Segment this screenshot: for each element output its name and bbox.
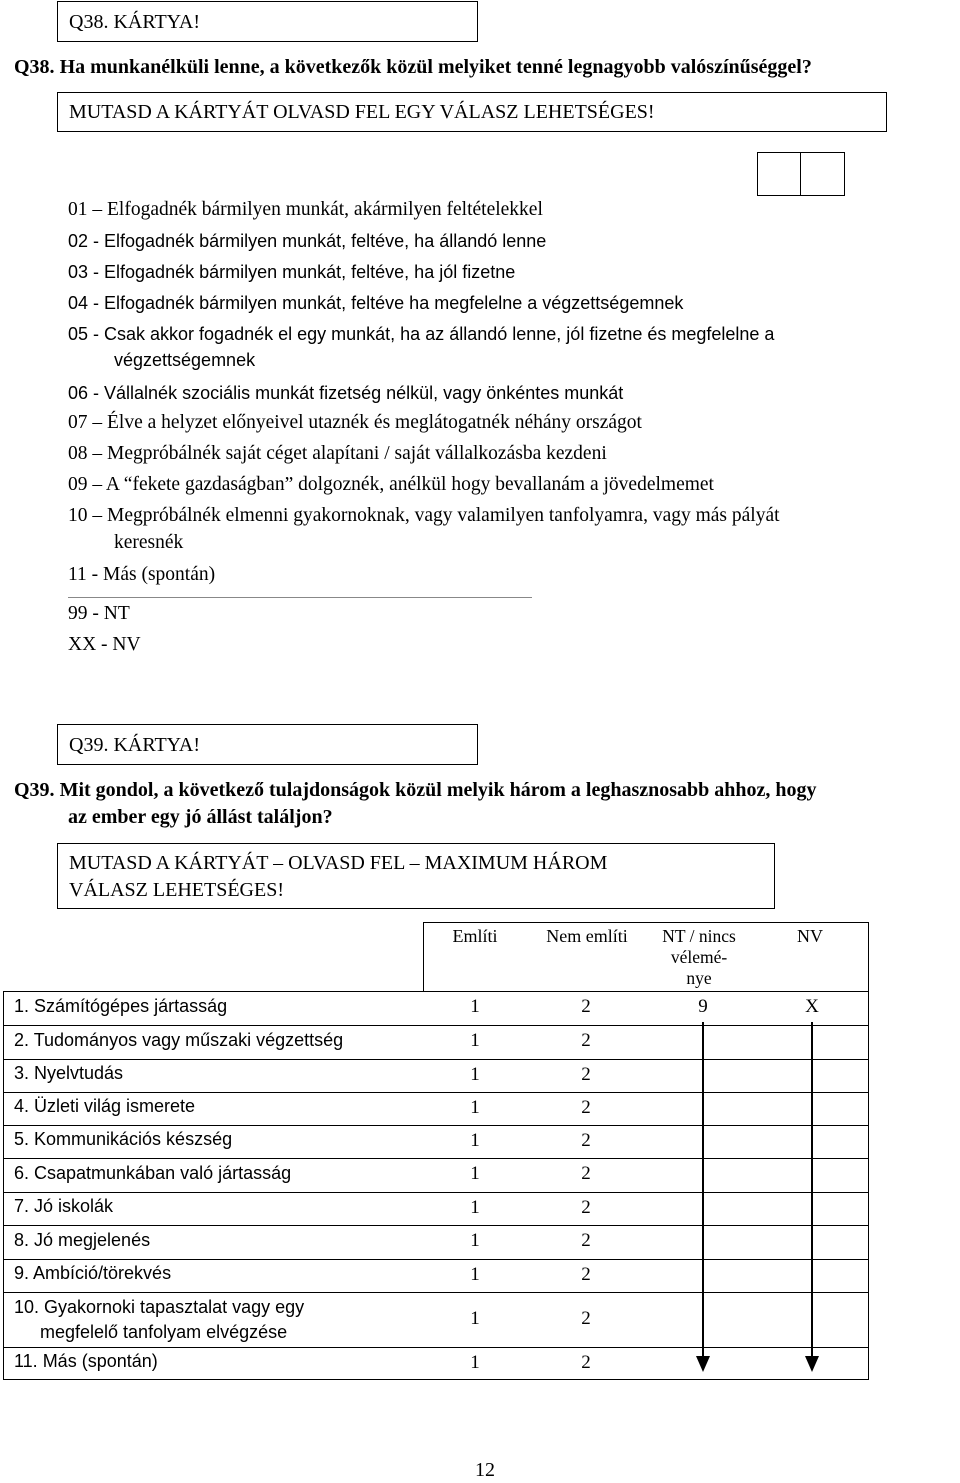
q38-option-05-cont: végzettségemnek (114, 350, 256, 370)
page-number: 12 (475, 1459, 495, 1481)
nt-column-arrow-shaft (702, 1022, 704, 1360)
row-6-code-1[interactable]: 1 (470, 1163, 480, 1184)
row-divider (3, 1158, 869, 1159)
row-7-code-1[interactable]: 1 (470, 1197, 480, 1218)
q38-separator (68, 597, 532, 598)
row-9-code-2[interactable]: 2 (581, 1264, 591, 1285)
row-4-code-2[interactable]: 2 (581, 1097, 591, 1118)
table-header-bottom-border (3, 991, 869, 992)
q39-card-label: Q39. KÁRTYA! (69, 734, 201, 756)
q39-instruction-line1: MUTASD A KÁRTYÁT – OLVASD FEL – MAXIMUM HÁROM (69, 852, 608, 874)
row-label-10-cont: megfelelő tanfolyam elvégzése (40, 1322, 288, 1342)
row-2-code-2[interactable]: 2 (581, 1030, 591, 1051)
q38-option-11: 11 - Más (spontán) (68, 564, 216, 585)
row-label-11: 11. Más (spontán) (14, 1351, 158, 1371)
q38-option-10-cont: keresnék (114, 532, 184, 553)
q38-question (14, 56, 812, 79)
q38-card-label-box (57, 1, 478, 42)
row-1-code-2[interactable]: 2 (581, 996, 591, 1017)
row-9-code-1[interactable]: 1 (470, 1264, 480, 1285)
row-5-code-1[interactable]: 1 (470, 1130, 480, 1151)
q38-option-10: 10 – Megpróbálnék elmenni gyakornoknak, vagy valamilyen tanfolyamra, vagy más pályát (68, 505, 780, 526)
row-11-code-2[interactable]: 2 (581, 1352, 591, 1373)
header-emliti: Említi (452, 926, 498, 946)
q39-card-label-box (57, 724, 478, 765)
nt-column-arrow-down-icon (696, 1356, 710, 1372)
table-left-border (3, 991, 4, 1380)
q39-question-text-line1: Mit gondol, a következő tulajdonságok közül melyik három a leghasznosabb ahhoz, hogy (59, 779, 817, 801)
row-label-6: 6. Csapatmunkában való jártasság (14, 1163, 292, 1183)
row-divider (3, 1192, 869, 1193)
table-top-border (423, 922, 869, 923)
q39-question-line2: az ember egy jó állást találjon? (68, 806, 333, 828)
row-divider (3, 1292, 869, 1293)
q38-option-06: 06 - Vállalnék szociális munkát fizetség nélkül, vagy önkéntes munkát (68, 383, 624, 403)
row-2-code-1[interactable]: 1 (470, 1030, 480, 1051)
q38-option-03: 03 - Elfogadnék bármilyen munkát, feltéve, ha jól fizetne (68, 262, 516, 282)
q39-question-number: Q39. (14, 779, 55, 801)
row-1-code-1[interactable]: 1 (470, 996, 480, 1017)
header-nv: NV (797, 926, 823, 946)
q38-option-07: 07 – Élve a helyzet előnyeivel utaznék és meglátogatnék néhány országot (68, 412, 642, 433)
q39-instruction-line2: VÁLASZ LEHETSÉGES! (69, 879, 284, 901)
row-label-10: 10. Gyakornoki tapasztalat vagy egy (14, 1297, 305, 1317)
q38-option-04: 04 - Elfogadnék bármilyen munkát, feltéve ha megfelelne a végzettségemnek (68, 293, 684, 313)
q38-option-01: 01 – Elfogadnék bármilyen munkát, akármilyen feltételekkel (68, 199, 543, 220)
row-11-code-1[interactable]: 1 (470, 1352, 480, 1373)
q38-option-09: 09 – A “fekete gazdaságban” dolgoznék, anélkül hogy bevallanám a jövedelmemet (68, 474, 714, 495)
row-5-code-2[interactable]: 2 (581, 1130, 591, 1151)
row-3-code-2[interactable]: 2 (581, 1064, 591, 1085)
row-divider (3, 1225, 869, 1226)
row-label-2: 2. Tudományos vagy műszaki végzettség (14, 1030, 344, 1050)
row-1-code-x[interactable]: X (805, 996, 819, 1017)
row-1-code-9[interactable]: 9 (698, 996, 708, 1017)
row-6-code-2[interactable]: 2 (581, 1163, 591, 1184)
header-velemeny-2: nye (686, 968, 712, 988)
row-10-code-1[interactable]: 1 (470, 1308, 480, 1329)
q38-option-05: 05 - Csak akkor fogadnék el egy munkát, ha az állandó lenne, jól fizetne és megfelelne a (68, 324, 775, 344)
q39-instruction-box (57, 843, 775, 909)
q38-option-xx: XX - NV (68, 634, 141, 655)
q38-question-number: Q38. (14, 56, 55, 78)
q38-question-text: Ha munkanélküli lenne, a következők közül melyiket tenné legnagyobb valószínűséggel? (59, 56, 812, 78)
row-label-4: 4. Üzleti világ ismerete (14, 1096, 196, 1116)
header-velemeny-1: vélemé- (670, 947, 728, 967)
q38-instruction: MUTASD A KÁRTYÁT OLVASD FEL EGY VÁLASZ LEHETSÉGES! (69, 101, 655, 123)
row-divider (3, 1059, 869, 1060)
q38-option-99: 99 - NT (68, 603, 130, 624)
row-8-code-2[interactable]: 2 (581, 1230, 591, 1251)
header-nem-emliti: Nem említi (546, 926, 628, 946)
nv-column-arrow-shaft (811, 1022, 813, 1360)
answer-code-box-2[interactable] (800, 152, 845, 196)
row-label-7: 7. Jó iskolák (14, 1196, 114, 1216)
row-label-9: 9. Ambíció/törekvés (14, 1263, 172, 1283)
q39-question (14, 779, 817, 802)
row-4-code-1[interactable]: 1 (470, 1097, 480, 1118)
row-label-8: 8. Jó megjelenés (14, 1230, 151, 1250)
q38-option-08: 08 – Megpróbálnék saját céget alapítani / saját vállalkozásba kezdeni (68, 443, 607, 464)
q38-card-label: Q38. KÁRTYA! (69, 11, 201, 33)
header-nt-nincs: NT / nincs (662, 926, 736, 946)
q38-option-02: 02 - Elfogadnék bármilyen munkát, feltéve, ha állandó lenne (68, 231, 547, 251)
row-label-5: 5. Kommunikációs készség (14, 1129, 233, 1149)
answer-code-box-1[interactable] (757, 152, 802, 196)
row-label-1: 1. Számítógépes jártasság (14, 996, 228, 1016)
row-3-code-1[interactable]: 1 (470, 1064, 480, 1085)
row-8-code-1[interactable]: 1 (470, 1230, 480, 1251)
row-10-code-2[interactable]: 2 (581, 1308, 591, 1329)
q38-instruction-box (57, 92, 887, 132)
nv-column-arrow-down-icon (805, 1356, 819, 1372)
row-divider (3, 1025, 869, 1026)
row-7-code-2[interactable]: 2 (581, 1197, 591, 1218)
row-label-3: 3. Nyelvtudás (14, 1063, 124, 1083)
table-header-left-border (423, 922, 424, 992)
table-bottom-border (3, 1379, 869, 1380)
